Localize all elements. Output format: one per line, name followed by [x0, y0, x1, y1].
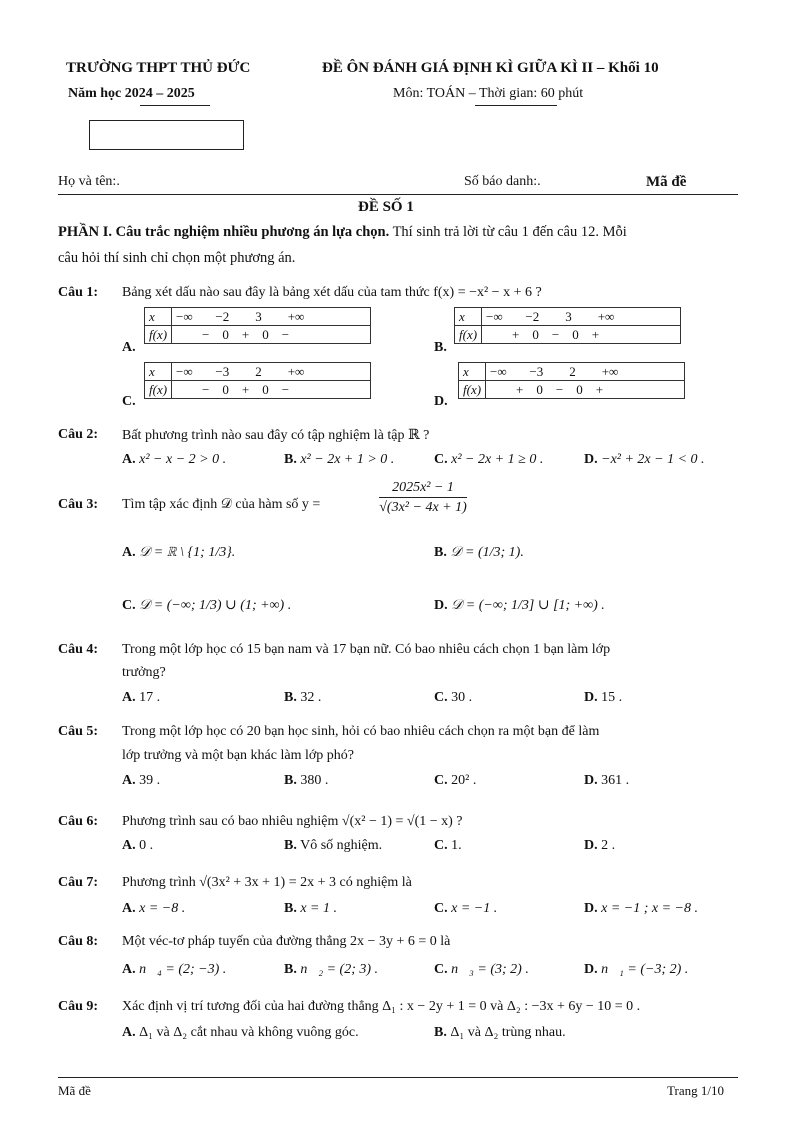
option-letter: C.	[434, 962, 448, 977]
q1-option-a-letter: A.	[122, 340, 136, 355]
x-head: x	[145, 308, 172, 326]
part1-title: PHẦN I. Câu trắc nghiệm nhiều phương án lựa chọn.	[58, 224, 390, 240]
option-letter: D.	[584, 901, 598, 916]
info-divider	[58, 194, 738, 195]
footer-page-number: Trang 1/10	[667, 1083, 724, 1098]
q1-option-d-letter: D.	[434, 394, 448, 409]
q3-numerator: 2025x² − 1	[379, 480, 467, 498]
question-2-label: Câu 2:	[58, 427, 99, 442]
q7-option-d[interactable]	[584, 901, 698, 917]
q1-table-b[interactable]	[454, 307, 681, 344]
q3-option-a[interactable]	[122, 545, 235, 561]
q7-option-b[interactable]	[284, 901, 337, 917]
option-text: n⃗₃ = (3; 2) .	[447, 962, 529, 977]
question-4-text: Trong một lớp học có 15 bạn nam và 17 bạn nữ. Có bao nhiêu cách chọn 1 bạn làm lớp	[122, 642, 611, 657]
question-5-text-2: lớp trưởng và một bạn khác làm lớp phó?	[122, 748, 354, 763]
q6-option-d[interactable]	[584, 838, 615, 854]
option-letter: D.	[434, 598, 448, 613]
f-signs: − 0 + 0 −	[172, 381, 371, 399]
exam-number: ĐỀ SỐ 1	[358, 199, 414, 215]
exam-code-box	[89, 120, 244, 150]
f-head: f(x)	[455, 326, 482, 344]
q3-fraction	[379, 480, 467, 516]
q3-option-b[interactable]	[434, 545, 524, 561]
q1-table-d[interactable]	[458, 362, 685, 399]
option-text: x = −1 ; x = −8 .	[597, 901, 699, 916]
option-letter: A.	[122, 545, 136, 560]
name-label: Họ và tên:.	[58, 174, 120, 189]
part1-instruction-2: câu hỏi thí sinh chỉ chọn một phương án.	[58, 250, 296, 266]
option-letter: B.	[434, 545, 447, 560]
q4-option-c[interactable]	[434, 690, 472, 706]
option-text: 𝒟 = (1/3; 1).	[446, 545, 524, 560]
option-letter: C.	[122, 598, 136, 613]
part1-instruction: Thí sinh trả lời từ câu 1 đến câu 12. Mỗi	[389, 224, 627, 240]
f-signs: − 0 + 0 −	[172, 326, 371, 344]
question-8-text: Một véc-tơ pháp tuyến của đường thẳng 2x − 3y + 6 = 0 là	[122, 934, 451, 949]
exam-code-label: Mã đề	[646, 174, 687, 190]
option-letter: D.	[584, 773, 598, 788]
question-9-label: Câu 9:	[58, 999, 99, 1014]
option-text: x = −8 .	[135, 901, 186, 916]
option-text: x = 1 .	[296, 901, 338, 916]
q6-option-a[interactable]	[122, 838, 153, 854]
option-letter: A.	[122, 452, 136, 467]
q3-option-c[interactable]	[122, 597, 291, 614]
f-head: f(x)	[145, 381, 172, 399]
option-text: 𝒟 = (−∞; 1/3] ∪ [1; +∞) .	[447, 598, 605, 613]
question-6-text: Phương trình sau có bao nhiêu nghiệm √(x² − 1) = √(1 − x) ?	[122, 814, 463, 829]
option-letter: C.	[434, 452, 448, 467]
option-letter: D.	[584, 452, 598, 467]
q7-option-c[interactable]	[434, 901, 497, 917]
question-4-label: Câu 4:	[58, 642, 99, 657]
q4-option-a[interactable]	[122, 690, 160, 706]
option-letter: B.	[284, 962, 297, 977]
option-letter: C.	[434, 690, 448, 705]
question-5-text: Trong một lớp học có 20 bạn học sinh, hỏi có bao nhiêu cách chọn ra một bạn để làm	[122, 724, 600, 739]
x-values: −∞ −3 2 +∞	[172, 363, 371, 381]
option-letter: B.	[284, 452, 297, 467]
q3-denominator: √(3x² − 4x + 1)	[379, 500, 467, 515]
q1-table-a[interactable]	[144, 307, 371, 344]
option-letter: A.	[122, 1025, 136, 1040]
option-letter: D.	[584, 962, 598, 977]
x-values: −∞ −2 3 +∞	[172, 308, 371, 326]
q4-option-b[interactable]	[284, 690, 321, 706]
year-underline	[140, 105, 210, 106]
option-text: 15 .	[597, 690, 623, 705]
option-letter: B.	[284, 901, 297, 916]
q8-option-c[interactable]	[434, 962, 529, 978]
option-text: 17 .	[135, 690, 161, 705]
f-head: f(x)	[145, 326, 172, 344]
question-4-text-2: trưởng?	[122, 665, 166, 680]
q6-option-b[interactable]	[284, 838, 382, 854]
option-text: −x² + 2x − 1 < 0 .	[597, 452, 705, 467]
option-letter: B.	[284, 773, 297, 788]
option-text: Δ₁ và Δ₂ cắt nhau và không vuông góc.	[135, 1025, 359, 1040]
school-year: Năm học 2024 – 2025	[68, 86, 195, 101]
option-text: 32 .	[296, 690, 322, 705]
question-3-label: Câu 3:	[58, 497, 99, 512]
q1-table-c[interactable]	[144, 362, 371, 399]
option-letter: B.	[284, 690, 297, 705]
option-text: 𝒟 = ℝ \ {1; 1/3}.	[135, 545, 236, 560]
question-7-label: Câu 7:	[58, 875, 99, 890]
option-text: Vô số nghiệm.	[296, 838, 383, 853]
subject-underline	[475, 105, 557, 106]
q5-option-a[interactable]	[122, 773, 160, 789]
question-9-text: Xác định vị trí tương đối của hai đường thẳng Δ₁ : x − 2y + 1 = 0 và Δ₂ : −3x + 6y − 10 = 0 .	[122, 999, 641, 1014]
part1-heading	[58, 224, 627, 241]
option-text: n⃗₂ = (2; 3) .	[296, 962, 379, 977]
q8-option-a[interactable]	[122, 962, 226, 978]
q1-option-b-letter: B.	[434, 340, 447, 355]
option-text: 2 .	[597, 838, 616, 853]
question-8-label: Câu 8:	[58, 934, 99, 949]
option-letter: B.	[434, 1025, 447, 1040]
option-letter: A.	[122, 962, 136, 977]
option-text: 1.	[447, 838, 462, 853]
question-3-text	[122, 497, 320, 513]
x-head: x	[455, 308, 482, 326]
x-head: x	[145, 363, 172, 381]
option-letter: C.	[434, 838, 448, 853]
option-text: x = −1 .	[447, 901, 498, 916]
q7-option-a[interactable]	[122, 901, 185, 917]
q8-option-b[interactable]	[284, 962, 378, 978]
option-text: x² − x − 2 > 0 .	[135, 452, 227, 467]
question-1-text: Bảng xét dấu nào sau đây là bảng xét dấu của tam thức f(x) = −x² − x + 6 ?	[122, 285, 542, 300]
option-text: 30 .	[447, 690, 473, 705]
option-letter: A.	[122, 773, 136, 788]
option-letter: D.	[584, 838, 598, 853]
student-id-label: Số báo danh:.	[464, 174, 541, 189]
option-text: 𝒟 = (−∞; 1/3) ∪ (1; +∞) .	[135, 598, 292, 613]
question-2-text: Bất phương trình nào sau đây có tập nghiệm là tập ℝ ?	[122, 428, 430, 443]
option-text: 380 .	[296, 773, 329, 788]
footer-exam-code: Mã đề	[58, 1083, 91, 1098]
option-letter: A.	[122, 901, 136, 916]
q3-option-d[interactable]	[434, 597, 605, 614]
x-values: −∞ −2 3 +∞	[482, 308, 681, 326]
q2-option-a[interactable]	[122, 452, 226, 468]
q2-option-b[interactable]	[284, 452, 394, 468]
question-3-stem: Tìm tập xác định 𝒟 của hàm số y =	[122, 497, 321, 512]
option-text: x² − 2x + 1 ≥ 0 .	[447, 452, 544, 467]
q9-option-b[interactable]	[434, 1025, 566, 1041]
option-letter: C.	[434, 901, 448, 916]
option-text: x² − 2x + 1 > 0 .	[296, 452, 395, 467]
f-head: f(x)	[459, 381, 486, 399]
footer-divider	[58, 1077, 738, 1078]
f-signs: + 0 − 0 +	[482, 326, 681, 344]
option-letter: A.	[122, 838, 136, 853]
f-signs: + 0 − 0 +	[486, 381, 685, 399]
option-letter: B.	[284, 838, 297, 853]
question-1-label: Câu 1:	[58, 285, 99, 300]
question-6-label: Câu 6:	[58, 814, 99, 829]
exam-title: ĐỀ ÔN ĐÁNH GIÁ ĐỊNH KÌ GIỮA KÌ II – Khối 10	[322, 60, 659, 76]
option-text: Δ₁ và Δ₂ trùng nhau.	[446, 1025, 566, 1040]
option-letter: D.	[584, 690, 598, 705]
question-5-label: Câu 5:	[58, 724, 99, 739]
q1-option-c-letter: C.	[122, 394, 136, 409]
q6-option-c[interactable]	[434, 838, 462, 854]
q8-option-d[interactable]	[584, 962, 688, 978]
x-head: x	[459, 363, 486, 381]
q5-option-d[interactable]	[584, 773, 629, 789]
q5-option-b[interactable]	[284, 773, 328, 789]
q2-option-d[interactable]	[584, 452, 705, 468]
exam-subject: Môn: TOÁN – Thời gian: 60 phút	[393, 86, 584, 101]
school-name: TRƯỜNG THPT THỦ ĐỨC	[66, 60, 251, 76]
option-text: n⃗₁ = (−3; 2) .	[597, 962, 689, 977]
q9-option-a[interactable]	[122, 1025, 359, 1041]
option-text: 39 .	[135, 773, 161, 788]
option-text: 0 .	[135, 838, 154, 853]
question-7-text: Phương trình √(3x² + 3x + 1) = 2x + 3 có nghiệm là	[122, 875, 412, 890]
x-values: −∞ −3 2 +∞	[486, 363, 685, 381]
option-letter: A.	[122, 690, 136, 705]
option-text: 361 .	[597, 773, 630, 788]
option-text: n⃗₄ = (2; −3) .	[135, 962, 227, 977]
q2-option-c[interactable]	[434, 452, 543, 468]
q4-option-d[interactable]	[584, 690, 622, 706]
q5-option-c[interactable]	[434, 773, 476, 789]
option-text: 20² .	[447, 773, 477, 788]
option-letter: C.	[434, 773, 448, 788]
